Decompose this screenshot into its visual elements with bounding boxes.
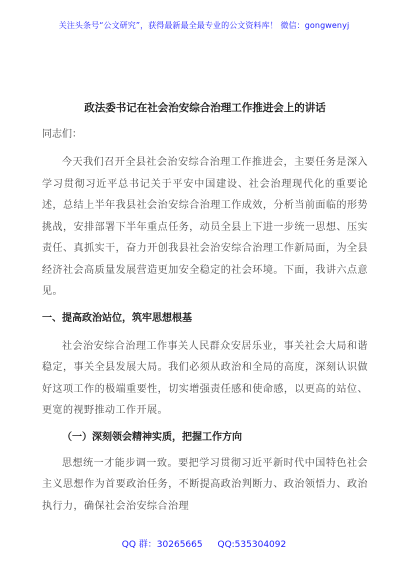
document-body (42, 100, 368, 523)
salutation: 同志们： (42, 129, 82, 140)
section-1-paragraph: 社会治安综合治理工作事关人民群众安居乐业，事关社会大局和谐稳定，事关全县发展大局。我们必须从政治和全局的高度，深刻认识做好这项工作的极端重要性，切实增强责任感和使命感，以更高的站位、更宽的视野推动工作开展。 (42, 340, 368, 416)
intro-paragraph: 今天我们召开全县社会治安综合治理工作推进会，主要任务是深入学习贯彻习近平总书记关于平安中国建设、社会治理现代化的重要论述，总结上半年我县社会治安综合治理工作成效，分析当前面临的形势挑战，安排部署下半年重点任务，动员全县上下进一步统一思想、压实责任、真抓实干，奋力开创我县社会治安综合治理工作新局面，为全县经济社会高质量发展营造更加安全稳定的社会环境。下面，我讲六点意见。 (42, 157, 368, 297)
footer-qq-group: QQ 群：30265665 (121, 540, 203, 550)
footer-qq-number: QQ:535304092 (217, 540, 287, 550)
document-title: 政法委书记在社会治安综合治理工作推进会上的讲话 (84, 102, 326, 114)
footer-contact (0, 537, 408, 550)
subsection-1-paragraph: 思想统一才能步调一致。要把学习贯彻习近平新时代中国特色社会主义思想作为首要政治任务，不断提高政治判断力、政治领悟力、政治执行力，确保社会治安综合治理 (42, 457, 368, 512)
header-banner: 关注头条号“公文研究”，获得最新最全最专业的公文资料库！ 微信：gongwenyj (58, 21, 350, 30)
section-heading-1: 一、提高政治站位，筑牢思想根基 (42, 312, 192, 324)
subsection-heading-1: （一）深刻领会精神实质，把握工作方向 (62, 431, 242, 443)
